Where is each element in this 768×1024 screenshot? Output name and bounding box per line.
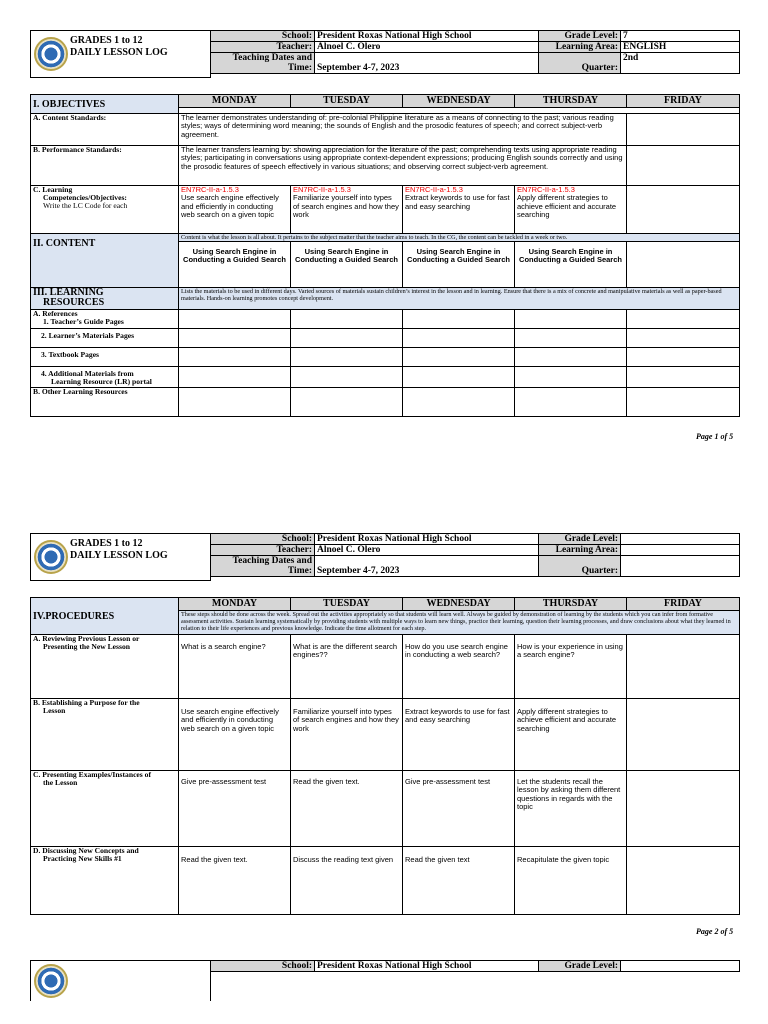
procedure-a-tuesday: What is are the different search engines?? bbox=[291, 635, 403, 699]
teaching-dates-label-2: Time: bbox=[287, 63, 312, 73]
teacher-label: Teacher: bbox=[211, 42, 315, 53]
tb-friday bbox=[627, 348, 740, 367]
quarter-value bbox=[621, 556, 740, 577]
teaching-dates-label bbox=[211, 556, 315, 577]
school-value: President Roxas National High School bbox=[315, 31, 539, 42]
learning-resources-label-2: RESOURCES bbox=[43, 297, 105, 308]
lc-code: EN7RC-II-a-1.5.3 bbox=[293, 185, 351, 194]
page2-header-table bbox=[210, 533, 740, 577]
procedure-label-2: the Lesson bbox=[43, 778, 78, 788]
teaching-dates-label-2: Time: bbox=[287, 566, 312, 576]
other-resources-label: B. Other Learning Resources bbox=[31, 388, 179, 417]
page1-header-table bbox=[210, 30, 740, 74]
teacher-label: Teacher: bbox=[211, 545, 315, 556]
page1-number: Page 1 of 5 bbox=[696, 432, 734, 441]
grade-level-value bbox=[621, 534, 740, 545]
lr-monday bbox=[179, 367, 291, 388]
procedure-label-1: D. Discussing New Concepts and bbox=[33, 846, 139, 855]
lr-friday bbox=[627, 367, 740, 388]
lr-portal-label-1: 4. Additional Materials from bbox=[41, 369, 134, 378]
procedure-c-thursday: Let the students recall the lesson by asking them different questions in regards with the topic bbox=[515, 771, 627, 847]
teaching-dates-label-1: Teaching Dates and bbox=[232, 53, 312, 63]
title-line-1: GRADES 1 to 12 bbox=[70, 35, 143, 46]
school-value: President Roxas National High School bbox=[315, 534, 539, 545]
learning-area-label: Learning Area: bbox=[539, 545, 621, 556]
competencies-label-1: C. Learning bbox=[33, 185, 73, 194]
day-thursday: THURSDAY bbox=[515, 598, 627, 611]
procedure-b-friday bbox=[627, 699, 740, 771]
teaching-dates-label-1: Teaching Dates and bbox=[232, 556, 312, 566]
procedure-b-wednesday: Extract keywords to use for fast and easy searching bbox=[403, 699, 515, 771]
content-topic-tuesday: Using Search Engine in Conducting a Guided Search bbox=[291, 242, 403, 288]
other-thursday bbox=[515, 388, 627, 417]
procedure-c-label bbox=[31, 771, 179, 847]
other-wednesday bbox=[403, 388, 515, 417]
tg-tuesday bbox=[291, 310, 403, 329]
title-line-1: GRADES 1 to 12 bbox=[70, 538, 143, 549]
other-friday bbox=[627, 388, 740, 417]
learning-area-label: Learning Area: bbox=[539, 42, 621, 53]
lr-portal-label-2: Learning Resource (LR) portal bbox=[51, 377, 152, 387]
content-topic-thursday: Using Search Engine in Conducting a Guided Search bbox=[515, 242, 627, 288]
teacher-value: Alnoel C. Olero bbox=[315, 42, 539, 53]
deped-seal-logo bbox=[34, 964, 68, 998]
other-monday bbox=[179, 388, 291, 417]
procedure-row-a bbox=[31, 635, 740, 699]
procedure-c-friday bbox=[627, 771, 740, 847]
references-label-text: A. References bbox=[33, 309, 78, 318]
page1-title bbox=[70, 35, 168, 59]
procedure-c-monday: Give pre-assessment test bbox=[179, 771, 291, 847]
day-thursday: THURSDAY bbox=[515, 95, 627, 108]
grade-level-value bbox=[621, 961, 740, 972]
page2-title bbox=[70, 538, 168, 562]
competency-thursday bbox=[515, 186, 627, 234]
content-standards-friday bbox=[627, 114, 740, 146]
lc-code: EN7RC-II-a-1.5.3 bbox=[517, 185, 575, 194]
performance-standards-friday bbox=[627, 146, 740, 186]
learning-resources-note: Lists the materials to be used in different days. Varied sources of materials sustain children’s interest in the lesson and in learning. Ensure that there is a mix of concrete and manipulative materials as well as paper-based materials. Hands-on learning promotes concept development. bbox=[179, 288, 740, 310]
procedure-d-friday bbox=[627, 847, 740, 915]
page1-objectives-table bbox=[30, 94, 740, 417]
content-topic-monday: Using Search Engine in Conducting a Guided Search bbox=[179, 242, 291, 288]
tb-thursday bbox=[515, 348, 627, 367]
tg-friday bbox=[627, 310, 740, 329]
quarter-label: Quarter: bbox=[539, 556, 621, 577]
objectives-heading: I. OBJECTIVES bbox=[31, 95, 179, 114]
lm-wednesday bbox=[403, 329, 515, 348]
procedures-heading: IV.PROCEDURES bbox=[31, 598, 179, 635]
procedure-b-label bbox=[31, 699, 179, 771]
lr-thursday bbox=[515, 367, 627, 388]
procedure-a-thursday: How is your experience in using a search engine? bbox=[515, 635, 627, 699]
performance-standards-label: B. Performance Standards: bbox=[31, 146, 179, 186]
school-label: School: bbox=[211, 961, 315, 972]
teaching-dates-value: September 4-7, 2023 bbox=[315, 556, 539, 577]
competency-text: Extract keywords to use for fast and easy searching bbox=[405, 193, 510, 211]
competency-wednesday bbox=[403, 186, 515, 234]
lr-wednesday bbox=[403, 367, 515, 388]
references-label bbox=[31, 310, 179, 329]
other-tuesday bbox=[291, 388, 403, 417]
procedure-b-thursday: Apply different strategies to achieve efficient and accurate searching bbox=[515, 699, 627, 771]
procedure-d-thursday: Recapitulate the given topic bbox=[515, 847, 627, 915]
lm-monday bbox=[179, 329, 291, 348]
quarter-label: Quarter: bbox=[539, 53, 621, 74]
content-standards-label: A. Content Standards: bbox=[31, 114, 179, 146]
procedure-d-tuesday: Discuss the reading text given bbox=[291, 847, 403, 915]
competencies-label-3: Write the LC Code for each bbox=[43, 201, 128, 211]
procedure-label-2: Lesson bbox=[43, 706, 66, 716]
page2-procedures-table bbox=[30, 597, 740, 915]
teaching-dates-label bbox=[211, 53, 315, 74]
title-line-2: DAILY LESSON LOG bbox=[70, 550, 168, 561]
procedure-a-wednesday: How do you use search engine in conducting a web search? bbox=[403, 635, 515, 699]
teaching-dates-value: September 4-7, 2023 bbox=[315, 53, 539, 74]
lm-tuesday bbox=[291, 329, 403, 348]
tb-wednesday bbox=[403, 348, 515, 367]
lm-thursday bbox=[515, 329, 627, 348]
procedure-b-tuesday: Familiarize yourself into types of search engines and how they work bbox=[291, 699, 403, 771]
learners-materials-label: 2. Learner’s Materials Pages bbox=[31, 329, 179, 348]
procedure-label-1: C. Presenting Examples/Instances of bbox=[33, 770, 151, 779]
learning-area-value: ENGLISH bbox=[621, 42, 740, 53]
content-heading: II. CONTENT bbox=[31, 234, 179, 288]
competencies-label-2: Competencies/Objectives: bbox=[43, 193, 127, 203]
procedure-d-label bbox=[31, 847, 179, 915]
learning-area-value bbox=[621, 545, 740, 556]
day-monday: MONDAY bbox=[179, 95, 291, 108]
tg-thursday bbox=[515, 310, 627, 329]
lr-tuesday bbox=[291, 367, 403, 388]
procedure-a-label bbox=[31, 635, 179, 699]
day-tuesday: TUESDAY bbox=[291, 598, 403, 611]
teachers-guide-label: 1. Teacher’s Guide Pages bbox=[43, 317, 124, 327]
content-topic-wednesday: Using Search Engine in Conducting a Guided Search bbox=[403, 242, 515, 288]
day-tuesday: TUESDAY bbox=[291, 95, 403, 108]
procedure-label-1: B. Establishing a Purpose for the bbox=[33, 698, 140, 707]
page3-header-table bbox=[210, 960, 740, 972]
deped-seal-logo bbox=[34, 37, 68, 71]
procedure-label-2: Practicing New Skills #1 bbox=[43, 854, 122, 864]
learning-resources-heading bbox=[31, 288, 179, 310]
page2-number: Page 2 of 5 bbox=[696, 927, 734, 936]
lr-portal-label bbox=[31, 367, 179, 388]
procedure-d-wednesday: Read the given text bbox=[403, 847, 515, 915]
competency-text: Use search engine effectively and efficiently in conducting web search on a given topic bbox=[181, 193, 279, 219]
tb-monday bbox=[179, 348, 291, 367]
procedure-row-d bbox=[31, 847, 740, 915]
lc-code: EN7RC-II-a-1.5.3 bbox=[405, 185, 463, 194]
grade-level-value: 7 bbox=[621, 31, 740, 42]
content-note: Content is what the lesson is all about. It pertains to the subject matter that the teacher aims to teach. In the CG, the content can be tackled in a week or two. bbox=[179, 234, 740, 242]
grade-level-label: Grade Level: bbox=[539, 961, 621, 972]
title-line-2: DAILY LESSON LOG bbox=[70, 47, 168, 58]
competencies-label bbox=[31, 186, 179, 234]
grade-level-label: Grade Level: bbox=[539, 31, 621, 42]
procedure-a-friday bbox=[627, 635, 740, 699]
content-topic-friday bbox=[627, 242, 740, 288]
procedure-label-2: Presenting the New Lesson bbox=[43, 642, 130, 652]
lm-friday bbox=[627, 329, 740, 348]
day-monday: MONDAY bbox=[179, 598, 291, 611]
grade-level-label: Grade Level: bbox=[539, 534, 621, 545]
teacher-value: Alnoel C. Olero bbox=[315, 545, 539, 556]
procedure-a-monday: What is a search engine? bbox=[179, 635, 291, 699]
performance-standards-text: The learner transfers learning by: showing appreciation for the literature of the past; comprehending texts using appropriate reading styles; participating in conversations using appropriate context-dependent expressions; producing English sounds correctly and using the prosodic features of speech effectively in various situations; and observing correct subject-verb agreement. bbox=[179, 146, 627, 186]
school-label: School: bbox=[211, 534, 315, 545]
procedure-label-1: A. Reviewing Previous Lesson or bbox=[33, 634, 140, 643]
procedure-d-monday: Read the given text. bbox=[179, 847, 291, 915]
content-standards-text: The learner demonstrates understanding of: pre-colonial Philippine literature as a means of connecting to the past; various reading styles; ways of determining word meaning; the sounds of English and the prosodic features of speech; and correct subject-verb agreement. bbox=[179, 114, 627, 146]
procedure-row-b bbox=[31, 699, 740, 771]
tb-tuesday bbox=[291, 348, 403, 367]
competency-friday bbox=[627, 186, 740, 234]
competency-text: Apply different strategies to achieve efficient and accurate searching bbox=[517, 193, 617, 219]
day-wednesday: WEDNESDAY bbox=[403, 95, 515, 108]
procedure-c-wednesday: Give pre-assessment test bbox=[403, 771, 515, 847]
competency-text: Familiarize yourself into types of search engines and how they work bbox=[293, 193, 399, 219]
procedures-note: These steps should be done across the week. Spread out the activities appropriately so that students will learn well. Always be guided by demonstration of learning by the students which you can infer from formative assessment activities. Sustain learning systematically by providing students with multiple ways to learn new things, practice their learning, question their learning processes, and draw conclusions about what they learned in relation to their life experiences and previous knowledge. Indicate the time allotment for each step. bbox=[179, 611, 740, 635]
learning-resources-label-1: III. LEARNING bbox=[33, 287, 104, 298]
textbook-label: 3. Textbook Pages bbox=[31, 348, 179, 367]
competency-tuesday bbox=[291, 186, 403, 234]
competency-monday bbox=[179, 186, 291, 234]
deped-seal-logo bbox=[34, 540, 68, 574]
day-friday: FRIDAY bbox=[627, 95, 740, 108]
day-wednesday: WEDNESDAY bbox=[403, 598, 515, 611]
quarter-value: 2nd bbox=[621, 53, 740, 74]
procedure-row-c bbox=[31, 771, 740, 847]
school-value: President Roxas National High School bbox=[315, 961, 539, 972]
school-label: School: bbox=[211, 31, 315, 42]
procedure-b-monday: Use search engine effectively and efficiently in conducting web search on a given topic bbox=[179, 699, 291, 771]
procedure-c-tuesday: Read the given text. bbox=[291, 771, 403, 847]
lc-code: EN7RC-II-a-1.5.3 bbox=[181, 185, 239, 194]
tg-monday bbox=[179, 310, 291, 329]
day-friday: FRIDAY bbox=[627, 598, 740, 611]
tg-wednesday bbox=[403, 310, 515, 329]
